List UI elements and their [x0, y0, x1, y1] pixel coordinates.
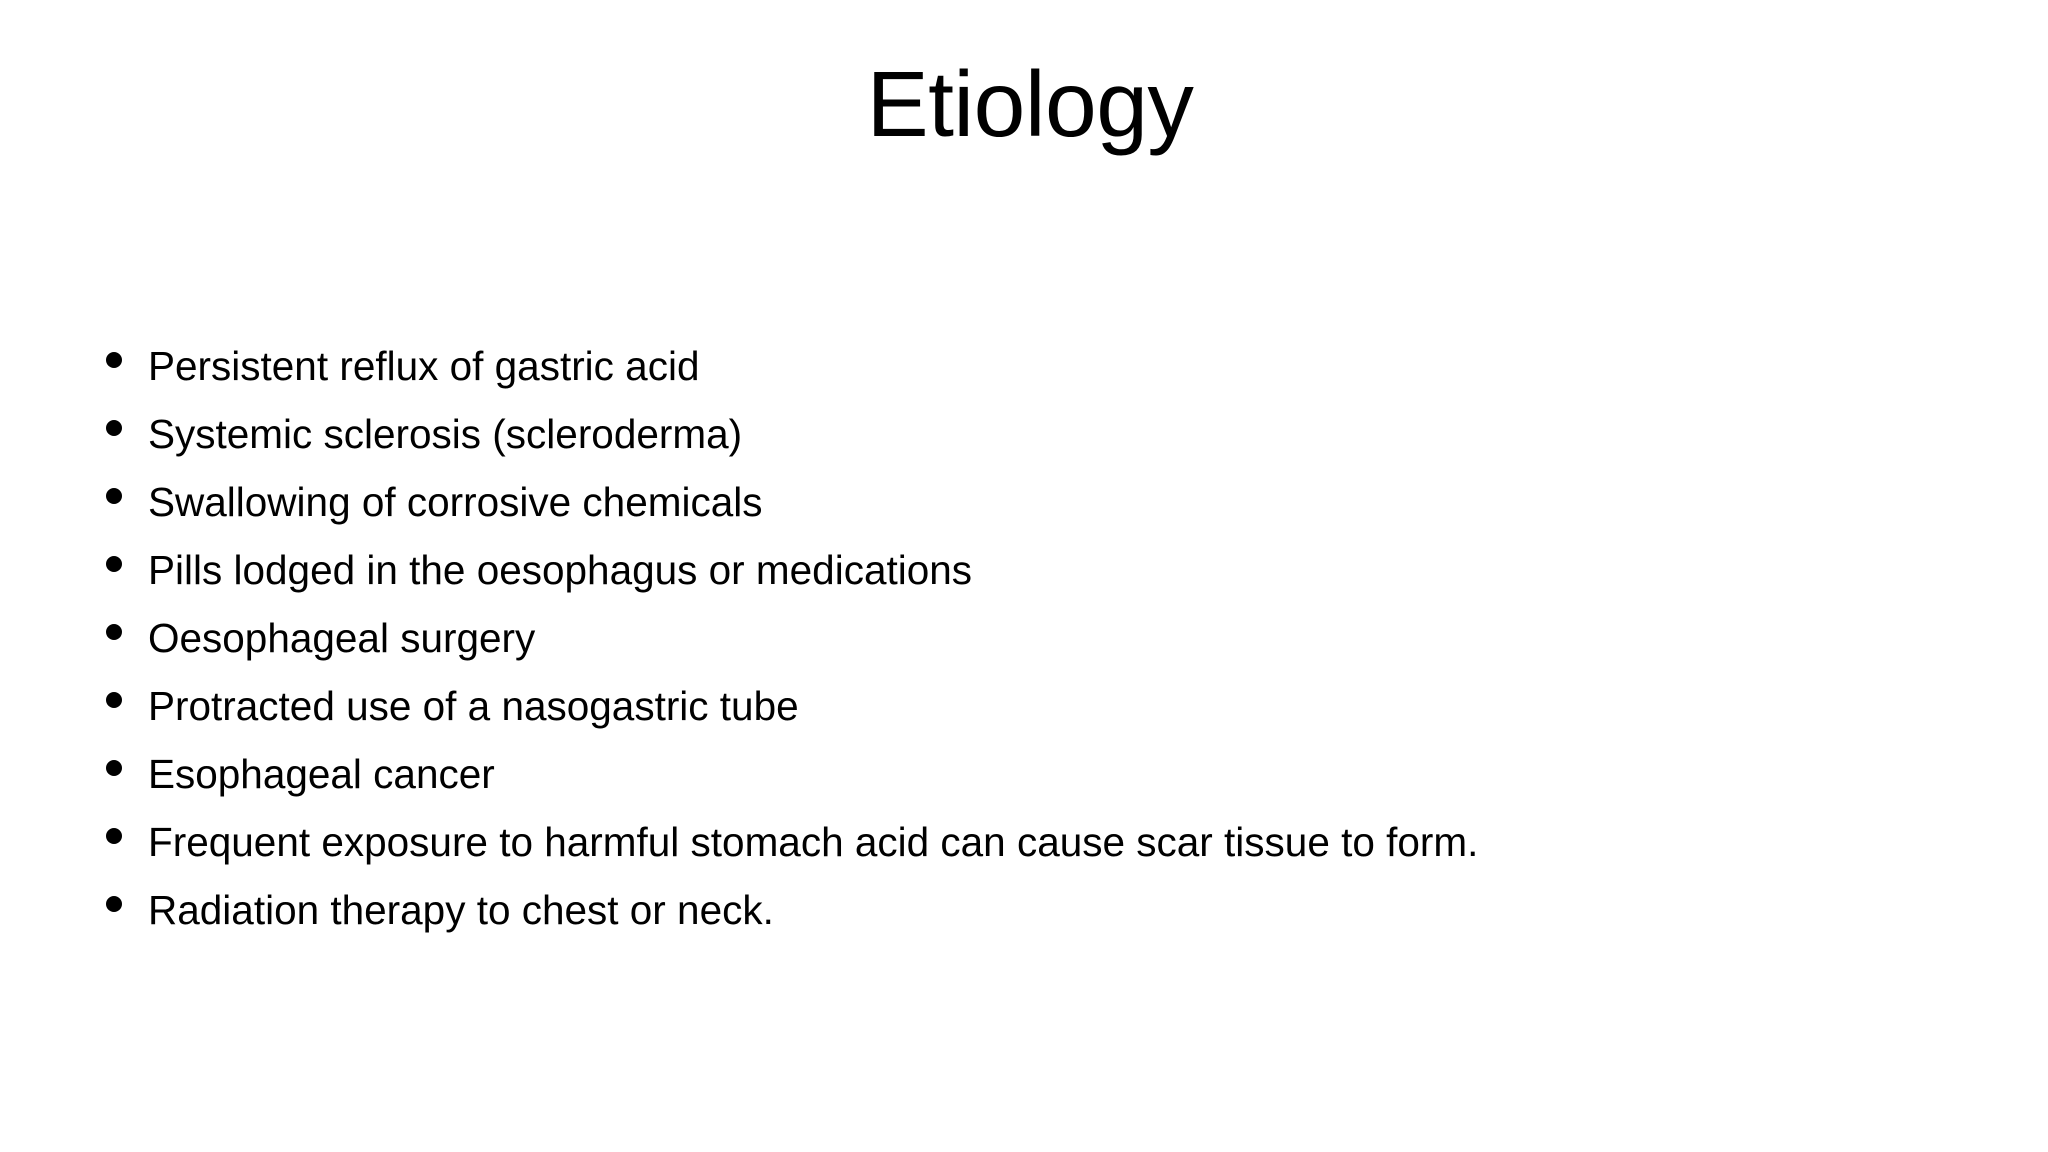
list-item: [106, 740, 1478, 808]
bullet-text: Esophageal cancer: [148, 751, 495, 797]
bullet-dot-icon: [106, 828, 122, 844]
bullet-text: Swallowing of corrosive chemicals: [148, 479, 763, 525]
bullet-dot-icon: [106, 692, 122, 708]
bullet-text: Persistent reflux of gastric acid: [148, 343, 700, 389]
bullet-dot-icon: [106, 420, 122, 436]
list-item: [106, 808, 1478, 876]
bullet-dot-icon: [106, 488, 122, 504]
bullet-text: Pills lodged in the oesophagus or medications: [148, 547, 973, 593]
bullet-dot-icon: [106, 352, 122, 368]
list-item: [106, 604, 1478, 672]
list-item: [106, 468, 1478, 536]
bullet-text: Frequent exposure to harmful stomach acid can cause scar tissue to form.: [148, 819, 1479, 865]
bullet-text: Oesophageal surgery: [148, 615, 536, 661]
bullet-list: [106, 332, 1478, 944]
list-item: [106, 332, 1478, 400]
list-item: [106, 672, 1478, 740]
bullet-dot-icon: [106, 896, 122, 912]
bullet-dot-icon: [106, 760, 122, 776]
bullet-text: Radiation therapy to chest or neck.: [148, 887, 774, 933]
bullet-text: Protracted use of a nasogastric tube: [148, 683, 799, 729]
list-item: [106, 536, 1478, 604]
list-item: [106, 876, 1478, 944]
bullet-dot-icon: [106, 624, 122, 640]
bullet-dot-icon: [106, 556, 122, 572]
bullet-text: Systemic sclerosis (scleroderma): [148, 411, 743, 457]
slide-title: Etiology: [866, 52, 1194, 156]
list-item: [106, 400, 1478, 468]
